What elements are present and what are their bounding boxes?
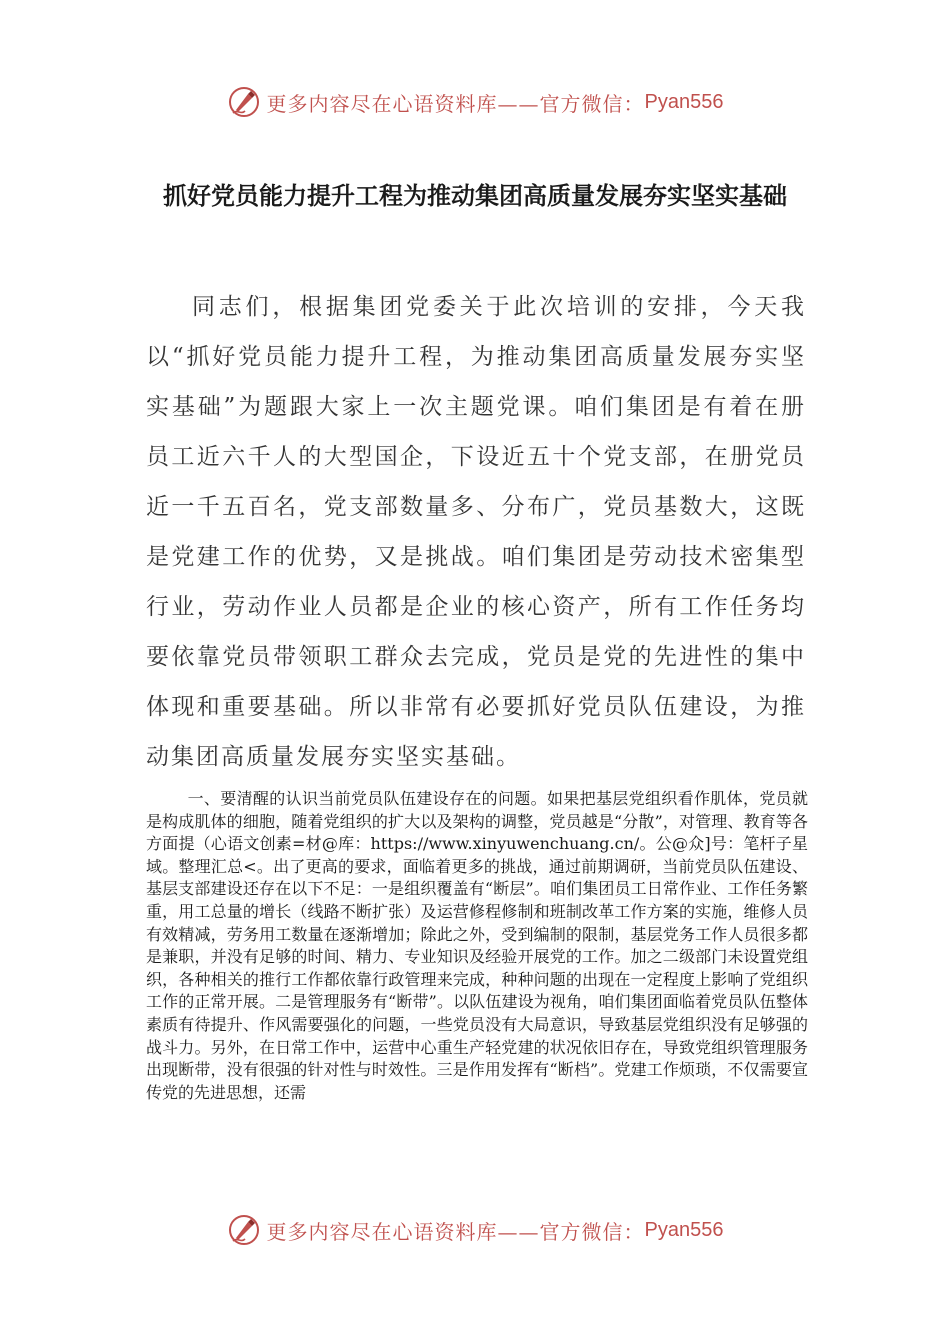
pen-nib-logo-icon	[227, 1213, 261, 1247]
body-paragraph: 一、要清醒的认识当前党员队伍建设存在的问题。如果把基层党组织看作肌体，党员就是构成肌体的细胞，随着党组织的扩大以及架构的调整，党员越是“分散”，对管理、教育等各方面提（心语文创素=材@库：https://www.xinyuwenchuang.cn/。公@众]号：笔杆子星域。整理汇总<。出了更高的要求，面临着更多的挑战，通过前期调研，当前党员队伍建设、基层支部建设还存在以下不足：一是组织覆盖有“断层”。咱们集团员工日常作业、工作任务繁重，用工总量的增长（线路不断扩张）及运营修程修制和班制改革工作方案的实施，维修人员有效精减，劳务用工数量在逐渐增加；除此之外，受到编制的限制，基层党务工作人员很多都是兼职，并没有足够的时间、精力、专业知识及经验开展党的工作。加之二级部门未设置党组织，各种相关的推行工作都依靠行政管理来完成，种种问题的出现在一定程度上影响了党组织工作的正常开展。二是管理服务有“断带”。以队伍建设为视角，咱们集团面临着党员队伍整体素质有待提升、作风需要强化的问题，一些党员没有大局意识，导致基层党组织没有足够强的战斗力。另外，在日常工作中，运营中心重生产轻党建的状况依旧存在，导致党组织管理服务出现断带，没有很强的针对性与时效性。三是作用发挥有“断档”。党建工作烦琐，不仅需要宣传党的先进思想，还需	[146, 789, 808, 1102]
banner-text: 更多内容尽在心语资料库——官方微信：	[266, 1219, 645, 1244]
header-banner	[0, 82, 950, 122]
document-title: 抓好党员能力提升工程为推动集团高质量发展夯实坚实基础	[163, 182, 787, 210]
banner-wechat-id: Pyan556	[644, 90, 724, 113]
banner-wechat-id: Pyan556	[644, 1218, 724, 1241]
pen-nib-logo-icon	[227, 85, 261, 119]
footer-banner	[0, 1210, 950, 1250]
banner-text: 更多内容尽在心语资料库——官方微信：	[266, 91, 645, 116]
intro-paragraph: 同志们，根据集团党委关于此次培训的安排，今天我以“抓好党员能力提升工程，为推动集团高质量发展夯实坚实基础”为题跟大家上一次主题党课。咱们集团是有着在册员工近六千人的大型国企，下设近五十个党支部，在册党员近一千五百名，党支部数量多、分布广，党员基数大，这既是党建工作的优势，又是挑战。咱们集团是劳动技术密集型行业，劳动作业人员都是企业的核心资产，所有工作任务均要依靠党员带领职工群众去完成，党员是党的先进性的集中体现和重要基础。所以非常有必要抓好党员队伍建设，为推动集团高质量发展夯实坚实基础。	[146, 294, 806, 770]
